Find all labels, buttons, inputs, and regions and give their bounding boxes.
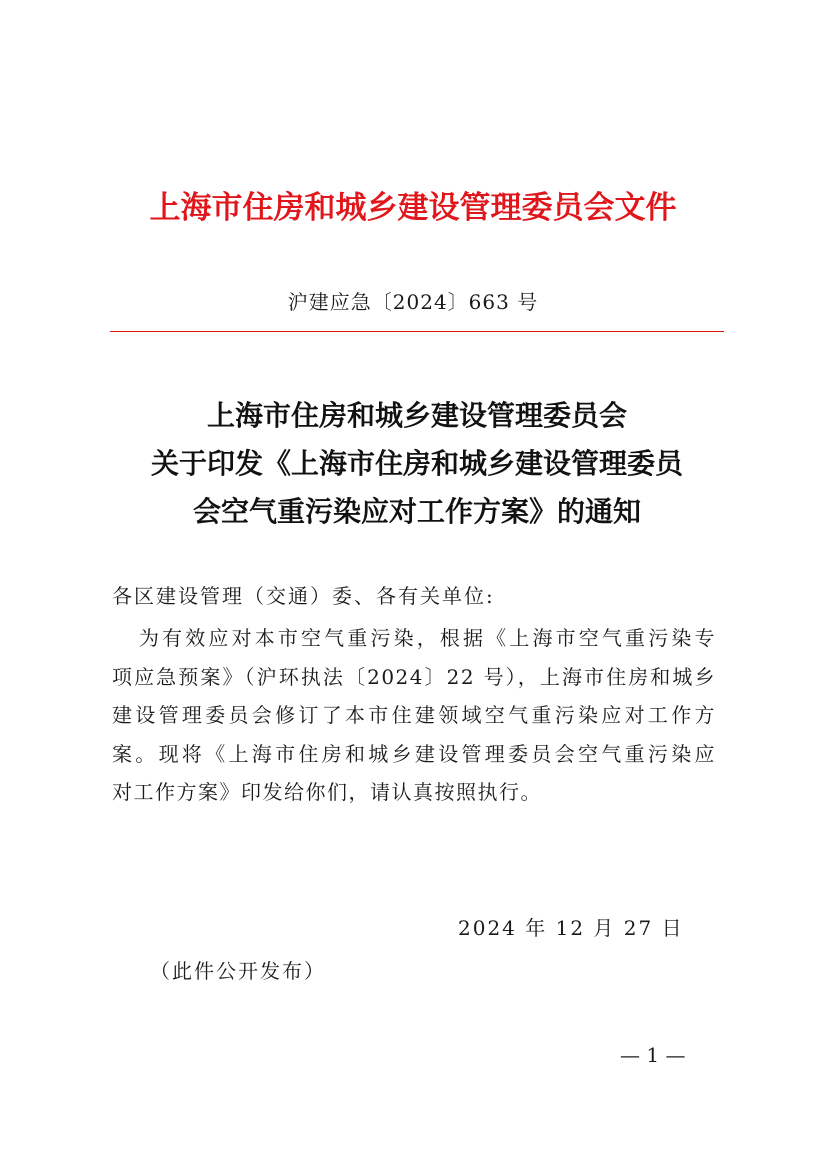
publish-note: （此件公开发布） <box>150 959 326 983</box>
document-number: 沪建应急〔2024〕663 号 <box>287 290 539 314</box>
body-line-5: 对工作方案》印发给你们，请认真按照执行。 <box>112 780 542 804</box>
body-line-1: 为有效应对本市空气重污染，根据《上海市空气重污染专 <box>139 626 716 650</box>
red-separator-line <box>110 331 724 332</box>
issue-date: 2024 年 12 月 27 日 <box>458 916 684 940</box>
salutation: 各区建设管理（交通）委、各有关单位: <box>112 584 495 608</box>
notice-title <box>100 392 734 536</box>
page-number: — 1 — <box>620 1043 686 1067</box>
notice-title-line-3: 会空气重污染应对工作方案》的通知 <box>192 495 641 528</box>
body-line-3: 建设管理委员会修订了本市住建领域空气重污染应对工作方 <box>112 703 716 727</box>
body-line-2: 项应急预案》（沪环执法〔2024〕22 号），上海市住房和城乡 <box>112 664 716 689</box>
notice-title-line-2: 关于印发《上海市住房和城乡建设管理委员 <box>150 447 683 480</box>
notice-title-line-1: 上海市住房和城乡建设管理委员会 <box>206 399 627 432</box>
body-paragraph <box>112 619 716 812</box>
body-line-4: 案。现将《上海市住房和城乡建设管理委员会空气重污染应 <box>112 741 716 766</box>
issuer-header-title: 上海市住房和城乡建设管理委员会文件 <box>149 190 677 226</box>
